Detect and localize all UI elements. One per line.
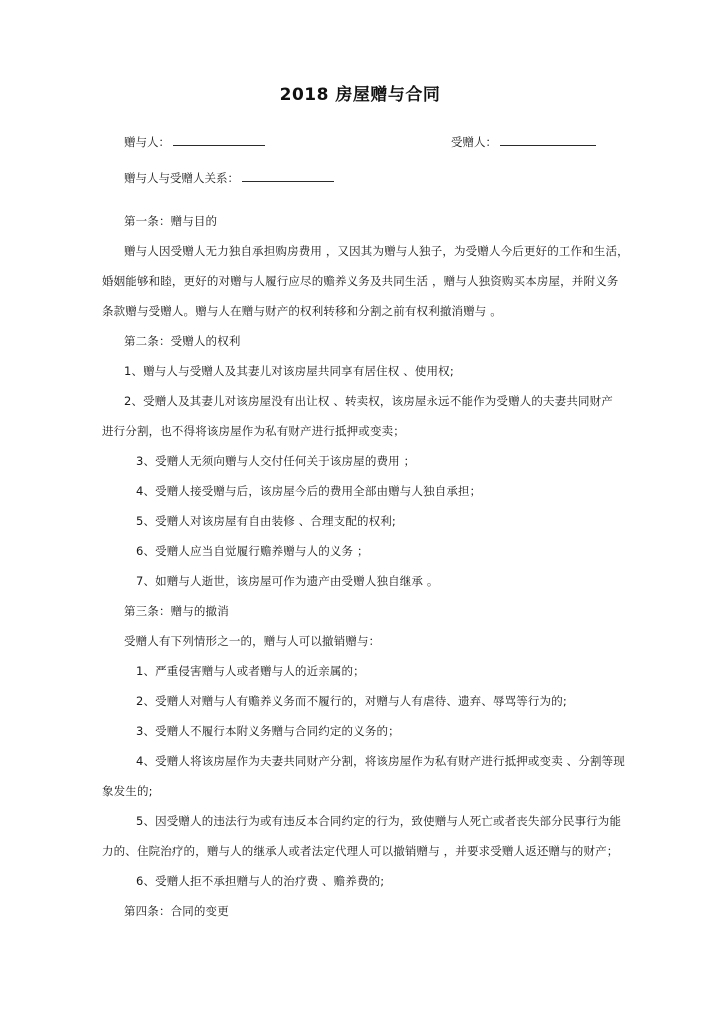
clause-line: 第三条：赠与的撤消 — [124, 603, 229, 618]
title-subject: 房屋赠与合同 — [328, 85, 441, 105]
relation-label: 赠与人与受赠人关系： — [124, 170, 239, 185]
document-body — [102, 0, 629, 926]
relation-field — [102, 170, 618, 186]
clause-line: 条款赠与受赠人。赠与人在赠与财产的权利转移和分割之前有权利撤消赠与 。 — [102, 303, 502, 318]
party-fields-row — [102, 134, 618, 149]
donee-label: 受赠人： — [451, 135, 497, 150]
page-title — [102, 0, 618, 106]
clause-line: 力的、住院治疗的，赠与人的继承人或者法定代理人可以撤销赠与 ，并要求受赠人返还赠与的财产； — [102, 843, 619, 858]
clause-line: 赠与人因受赠人无力独自承担购房费用 ，又因其为赠与人独子，为受赠人今后更好的工作和生活， — [124, 243, 629, 258]
donor-field — [124, 134, 265, 149]
clause-line: 2、受赠人对赠与人有赡养义务而不履行的，对赠与人有虐待、遗弃、辱骂等行为的; — [136, 693, 567, 708]
donor-input[interactable] — [173, 134, 265, 146]
clause-line: 5、因受赠人的违法行为或有违反本合同约定的行为，致使赠与人死亡或者丧失部分民事行为能 — [136, 813, 622, 828]
clause-line: 进行分割，也不得将该房屋作为私有财产进行抵押或变卖； — [102, 423, 405, 438]
clause-line: 第四条：合同的变更 — [124, 903, 229, 918]
clause-line: 4、受赠人将该房屋作为夫妻共同财产分割，将该房屋作为私有财产进行抵押或变卖 、分割等现 — [136, 753, 625, 768]
clause-line: 2、受赠人及其妻儿对该房屋没有出让权 、转卖权，该房屋永远不能作为受赠人的夫妻共同财产 — [124, 393, 613, 408]
clause-line: 3、受赠人不履行本附义务赠与合同约定的义务的； — [136, 723, 400, 738]
clause-line: 4、受赠人接受赠与后，该房屋今后的费用全部由赠与人独自承担； — [136, 483, 482, 498]
clause-line: 婚姻能够和睦，更好的对赠与人履行应尽的赡养义务及共同生活 ，赠与人独资购买本房屋，并附义务 — [102, 273, 619, 288]
clause-line: 1、严重侵害赠与人或者赠与人的近亲属的； — [136, 663, 365, 678]
relation-input[interactable] — [242, 170, 334, 182]
donee-field — [451, 134, 596, 149]
donor-label: 赠与人： — [124, 135, 170, 150]
clause-line: 象发生的; — [102, 783, 153, 798]
clause-line: 7、如赠与人逝世，该房屋可作为遗产由受赠人独自继承 。 — [136, 573, 439, 588]
clause-line: 6、受赠人应当自觉履行赡养赠与人的义务 ； — [136, 543, 369, 558]
clause-line: 6、受赠人拒不承担赠与人的治疗费 、赡养费的; — [136, 873, 385, 888]
clause-line: 受赠人有下列情形之一的，赠与人可以撤销赠与： — [124, 633, 381, 648]
donee-input[interactable] — [500, 134, 596, 146]
contract-clauses — [102, 206, 629, 926]
clause-line: 第一条：赠与目的 — [124, 213, 218, 228]
clause-line: 第二条：受赠人的权利 — [124, 333, 241, 348]
clause-line: 5、受赠人对该房屋有自由装修 、合理支配的权利; — [136, 513, 396, 528]
clause-line: 1、赠与人与受赠人及其妻儿对该房屋共同享有居住权 、使用权; — [124, 363, 454, 378]
title-year: 2018 — [279, 85, 329, 105]
clause-line: 3、受赠人无须向赠与人交付任何关于该房屋的费用 ； — [136, 453, 416, 468]
